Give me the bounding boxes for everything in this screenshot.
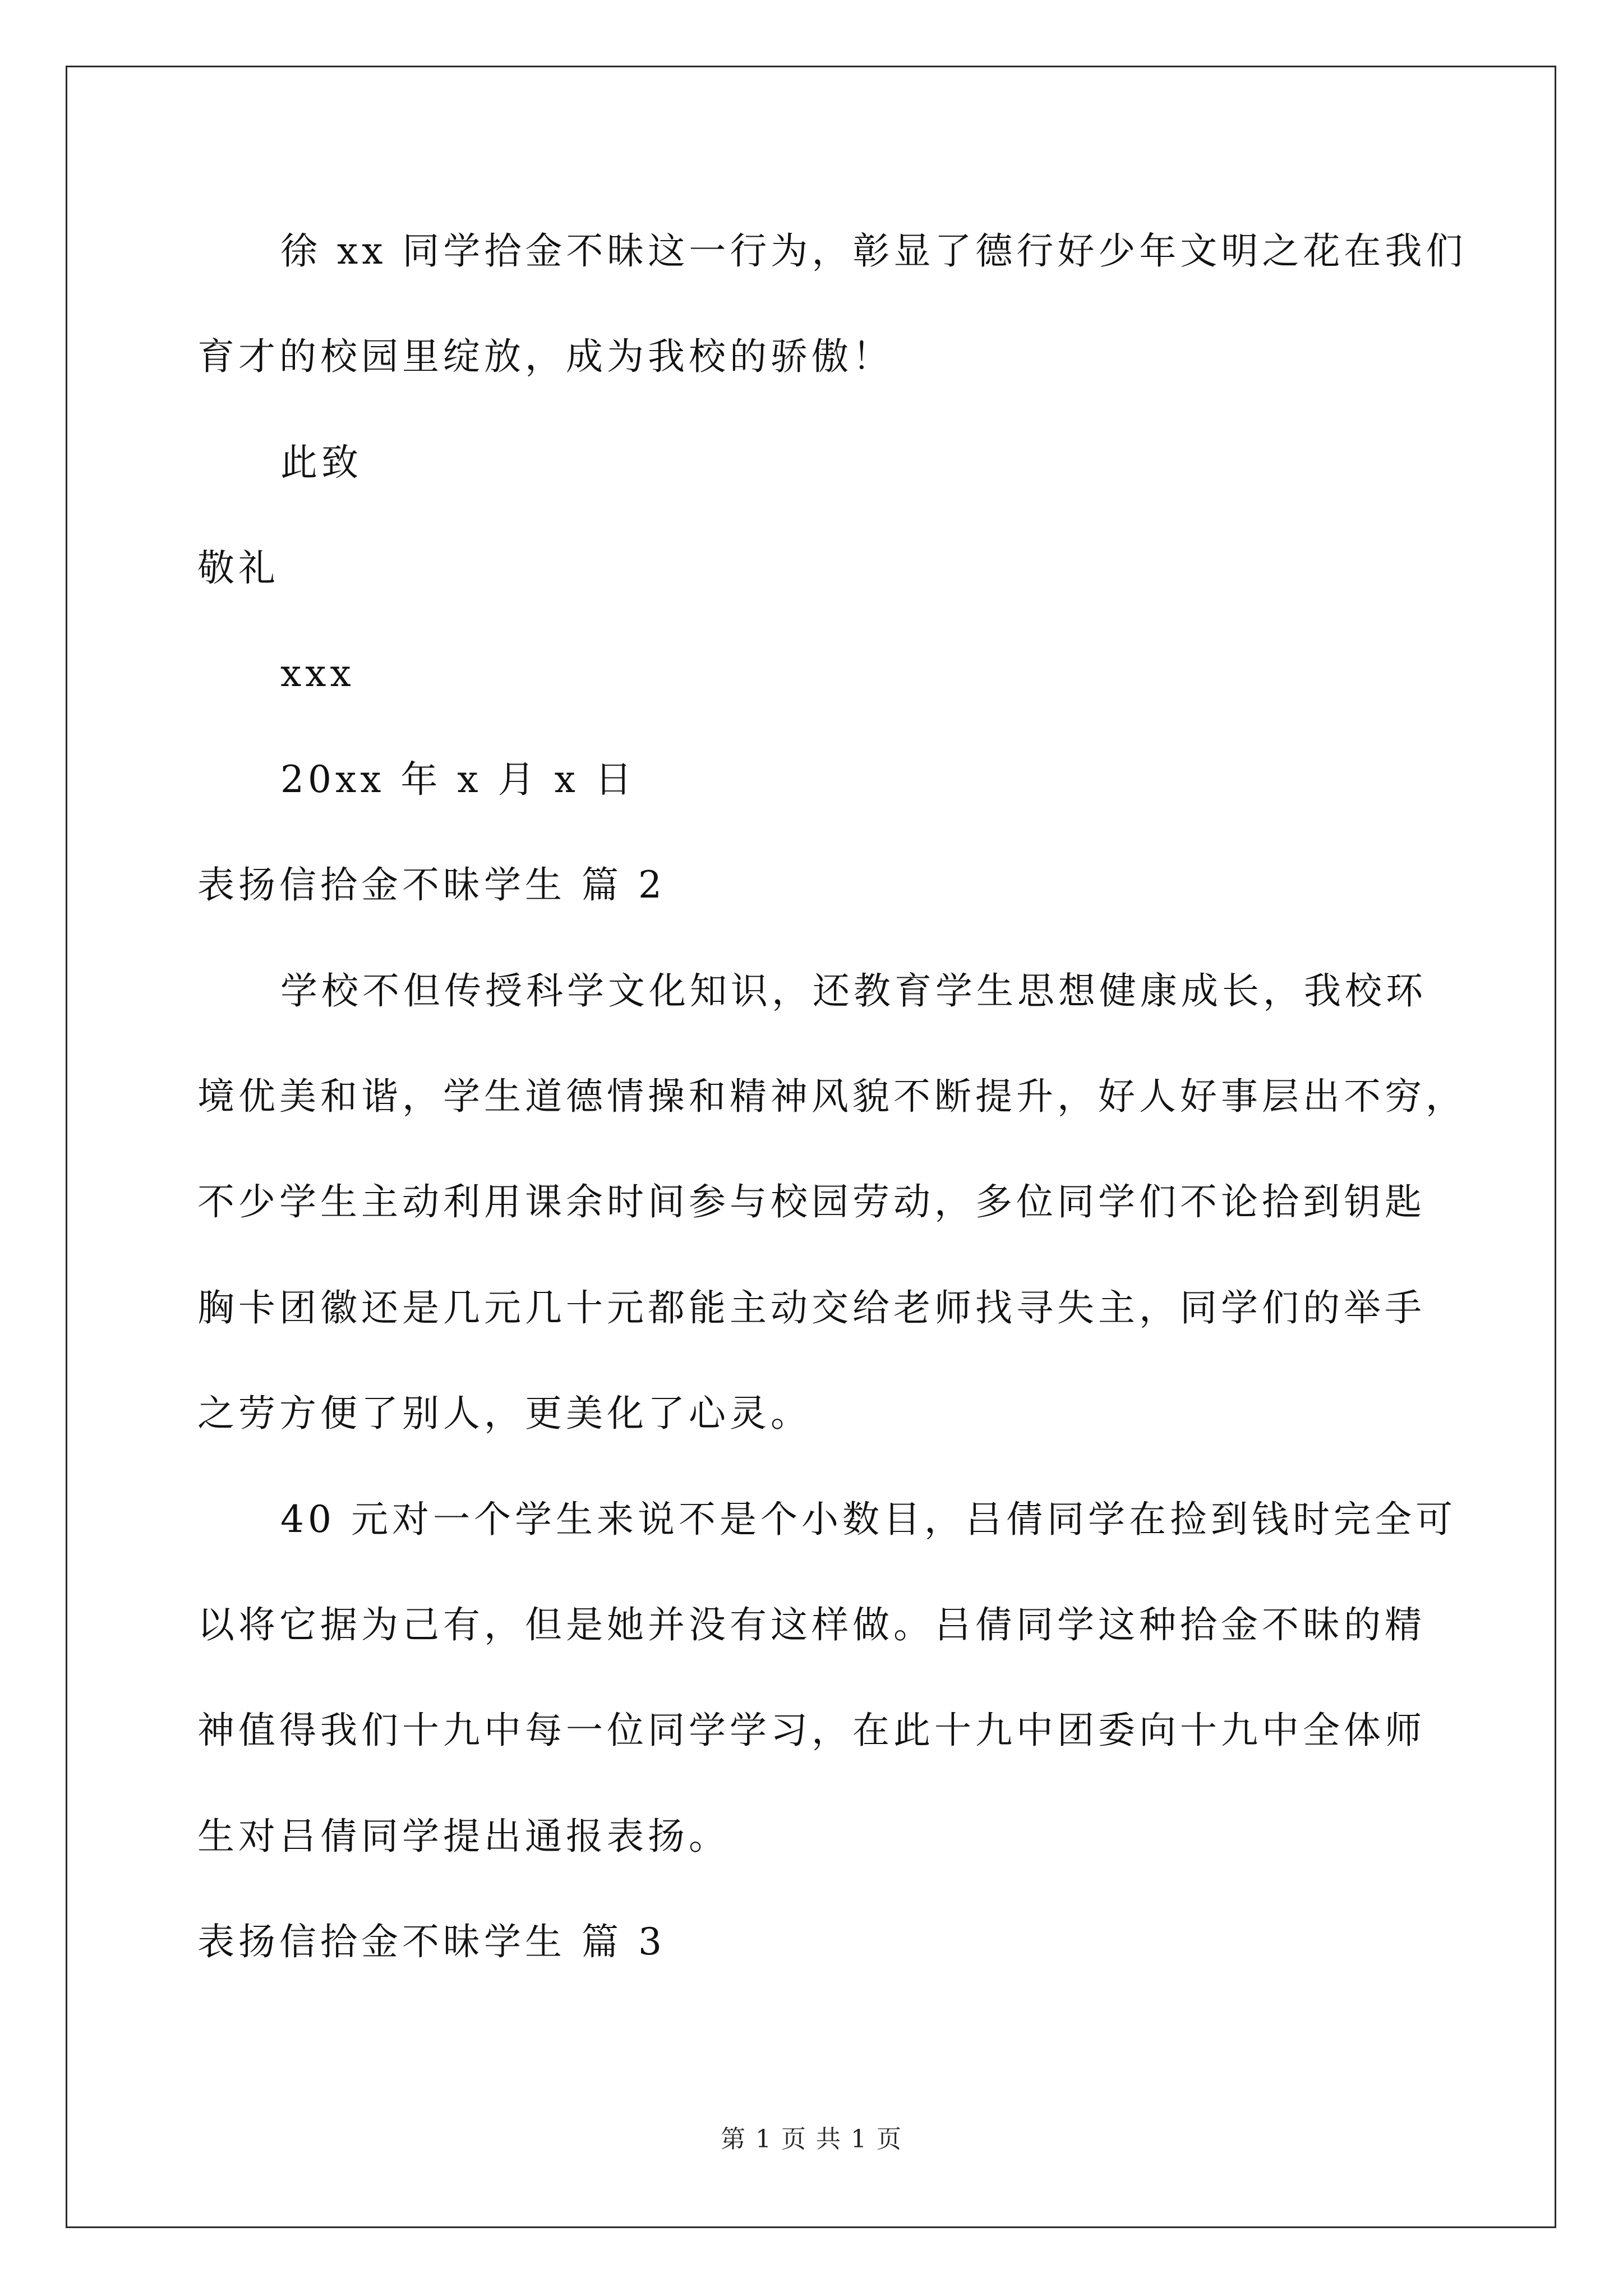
paragraph-line: 育才的校园里绽放，成为我校的骄傲！ [197,335,893,378]
paragraph-line: 神值得我们十九中每一位同学学习，在此十九中团委向十九中全体师 [197,1709,1426,1752]
paragraph-line: 生对吕倩同学提出通报表扬。 [197,1815,730,1858]
paragraph-line: 以将它据为己有，但是她并没有这样做。吕倩同学这种拾金不昧的精 [197,1603,1426,1646]
paragraph-line: 40 元对一个学生来说不是个小数目，吕倩同学在捡到钱时完全可 [280,1498,1456,1541]
salutation-text: 此致 [280,441,362,484]
signature-text: xxx [280,652,355,695]
page-frame [66,66,1556,2228]
salutation-text: 敬礼 [197,546,279,590]
paragraph-line: 胸卡团徽还是几元几十元都能主动交给老师找寻失主，同学们的举手 [197,1286,1426,1329]
section-heading: 表扬信拾金不昧学生 篇 3 [197,1920,666,1963]
paragraph-line: 学校不但传授科学文化知识，还教育学生思想健康成长，我校环 [280,969,1427,1013]
paragraph-line: 之劳方便了别人，更美化了心灵。 [197,1392,811,1435]
section-heading: 表扬信拾金不昧学生 篇 2 [197,863,666,907]
date-text: 20xx 年 x 月 x 日 [280,758,636,801]
paragraph-line: 境优美和谐，学生道德情操和精神风貌不断提升，好人好事层出不穷， [197,1075,1467,1118]
paragraph-line: 徐 xx 同学拾金不昧这一行为，彰显了德行好少年文明之花在我们 [280,229,1467,273]
paragraph-line: 不少学生主动利用课余时间参与校园劳动，多位同学们不论拾到钥匙 [197,1180,1426,1223]
page-number-footer: 第 1 页 共 1 页 [721,2125,902,2154]
